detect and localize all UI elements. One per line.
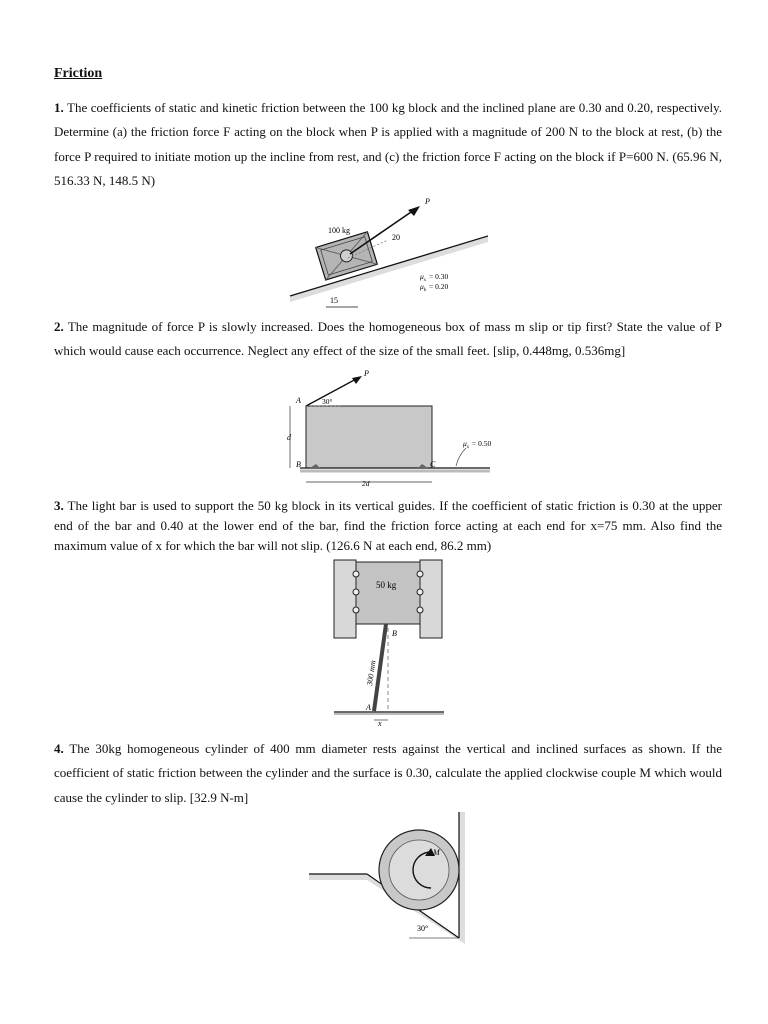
problem-4 [54,737,722,810]
section-title: Friction [54,66,103,81]
p1-mass-label: 100 kg [328,226,350,235]
p3-x-label: x [378,719,382,728]
problem-2-text: The magnitude of force P is slowly increased. Does the homogeneous box of mass m slip or tip first? State the value of P which would cause each occurrence. Neglect any effect of the size of the small feet. [slip, 0.448mg, 0.536mg] [54,319,723,359]
p2-point-b: B [296,460,301,469]
problem-4-text: The 30kg homogeneous cylinder of 400 mm diameter rests against the vertical and inclined surfaces as shown. If the coefficient of static friction between the cylinder and the surface is 0.30, calculate the applied clockwise couple M which would cause the cylinder to slip. [32.9 N-m] [54,741,722,805]
p4-angle-label: 30° [417,924,429,933]
p3-length-label: 300 mm [365,659,378,687]
p2-height-label: d [287,433,291,442]
figure-inclined-block [288,196,488,308]
problem-2-number: 2. [54,319,64,334]
svg-text:μk: $\mu_k$ [420,282,427,293]
problem-2 [54,315,722,364]
problem-1-number: 1. [54,100,64,115]
p2-force-label: P [364,369,369,378]
problem-3-text: The light bar is used to support the 50 kg block in its vertical guides. If the coefficient of static friction is 0.30 at the upper end of the bar and 0.40 at the lower end of the bar, find the friction force acting at each end for x=75 mm. Also find the maximum value of x for which the bar will not slip. (126.6 N at each end, 86.2 mm) [54,498,722,553]
p3-mass-label: 50 kg [376,580,397,590]
problem-4-number: 4. [54,741,64,756]
problem-1-text: The coefficients of static and kinetic friction between the 100 kg block and the inclined plane are 0.30 and 0.20, respectively. Determine (a) the friction force F acting on the block when P is applied with a magnitude of 200 N to the block at rest, (b) the force P required to initiate motion up the incline from rest, and (c) the friction force F acting on the block if P=600 N. (65.96 N, 516.33 N, 148.5 N) [54,100,723,189]
figure-bar-block-guides [330,554,450,734]
problem-1 [54,96,722,194]
p2-width-label: 2d [362,479,370,486]
p1-force-label: P [425,197,430,206]
p1-angle-label: 20 [392,233,400,242]
p1-slope-label: 15 [330,296,338,305]
p3-point-b: B [392,629,397,638]
svg-text:μs: $\mu_s$ [420,272,426,283]
p2-angle-label: 30° [322,397,333,406]
p3-point-a: A [366,703,371,712]
p2-point-a: A [296,396,301,405]
p2-point-c: C [430,460,436,469]
figure-cylinder-couple [305,810,475,950]
problem-3-number: 3. [54,498,64,513]
p4-couple-label: M [433,848,440,857]
p1-mu-s: = 0.30 [429,272,449,281]
p1-mu-k: = 0.20 [429,282,449,291]
svg-text:μs: $\mu_s$ [463,439,469,450]
p2-mu-label: = 0.50 [472,439,492,448]
problem-3 [54,496,722,556]
figure-box-slip-tip [280,366,500,486]
